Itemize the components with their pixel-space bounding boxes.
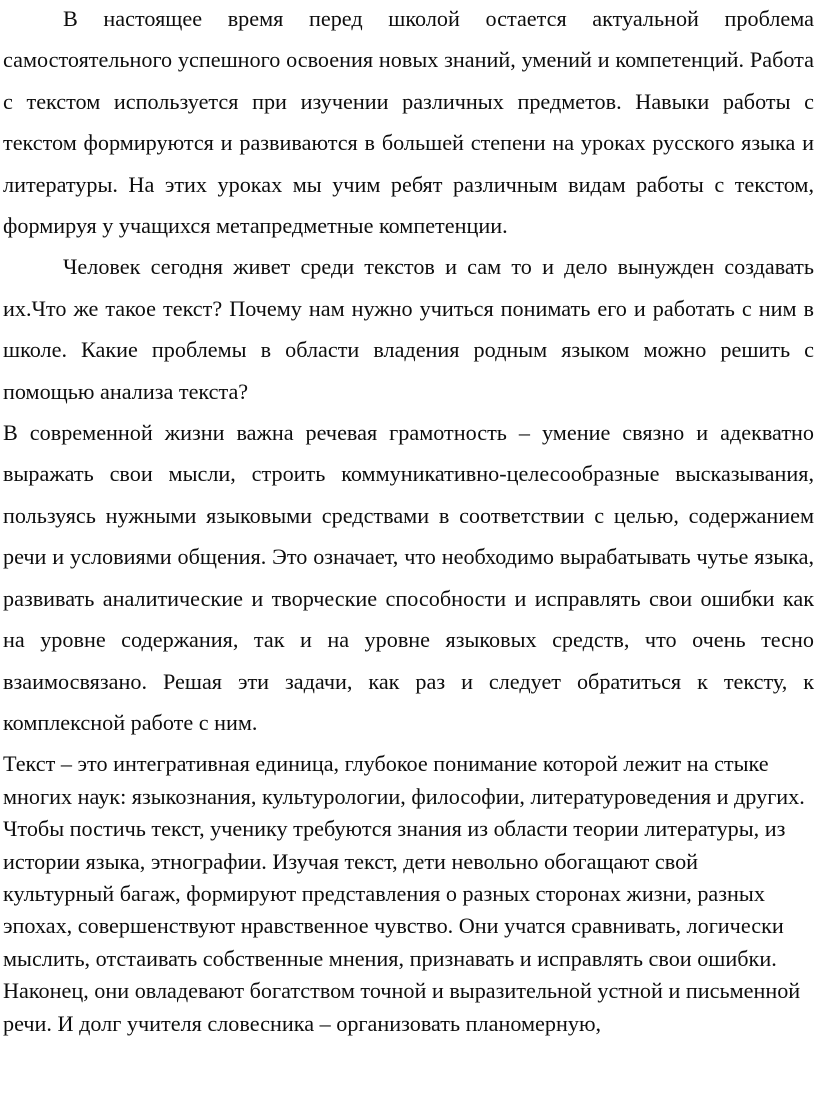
- paragraph-1: В настоящее время перед школой остается актуальной проблема самостоятельного успешного освоения новых знаний, умений и компетенций. Работа с текстом используется при изучении различных предметов. Навыки работы с текстом формируются и развиваются в большей степени на уроках русского языка и литературы. На этих уроках мы учим ребят различным видам работы с текстом, формируя у учащихся метапредметные компетенции.: [3, 6, 814, 239]
- paragraph-4: Текст – это интегративная единица, глубокое понимание которой лежит на стыке многих наук: языкознания, культурологии, философии, литературоведения и других. Чтобы постичь текст, ученику требуются знания из области теории литературы, из истории языка, этнографии. Изучая текст, дети невольно обогащают свой культурный багаж, формируют представления о разных сторонах жизни, разных эпохах, совершенствуют нравственное чувство. Они учатся сравнивать, логически мыслить, отстаивать собственные мнения, признавать и исправлять свои ошибки. Наконец, они овладевают богатством точной и выразительной устной и письменной речи. И долг учителя словесника – организовать планомерную,: [3, 751, 805, 1036]
- paragraph-3: В современной жизни важна речевая грамотность – умение связно и адекватно выражать свои мысли, строить коммуникативно-целесообразные высказывания, пользуясь нужными языковыми средствами в соответствии с целью, содержанием речи и условиями общения. Это означает, что необходимо вырабатывать чутье языка, развивать аналитические и творческие способности и исправлять свои ошибки как на уровне содержания, так и на уровне языковых средств, что очень тесно взаимосвязано. Решая эти задачи, как раз и следует обратиться к тексту, к комплексной работе с ним.: [3, 420, 814, 735]
- paragraph-2: Человек сегодня живет среди текстов и сам то и дело вынужден создавать их.Что же такое текст? Почему нам нужно учиться понимать его и работать с ним в школе. Какие проблемы в области владения родным языком можно решить с помощью анализа текста?: [3, 254, 814, 404]
